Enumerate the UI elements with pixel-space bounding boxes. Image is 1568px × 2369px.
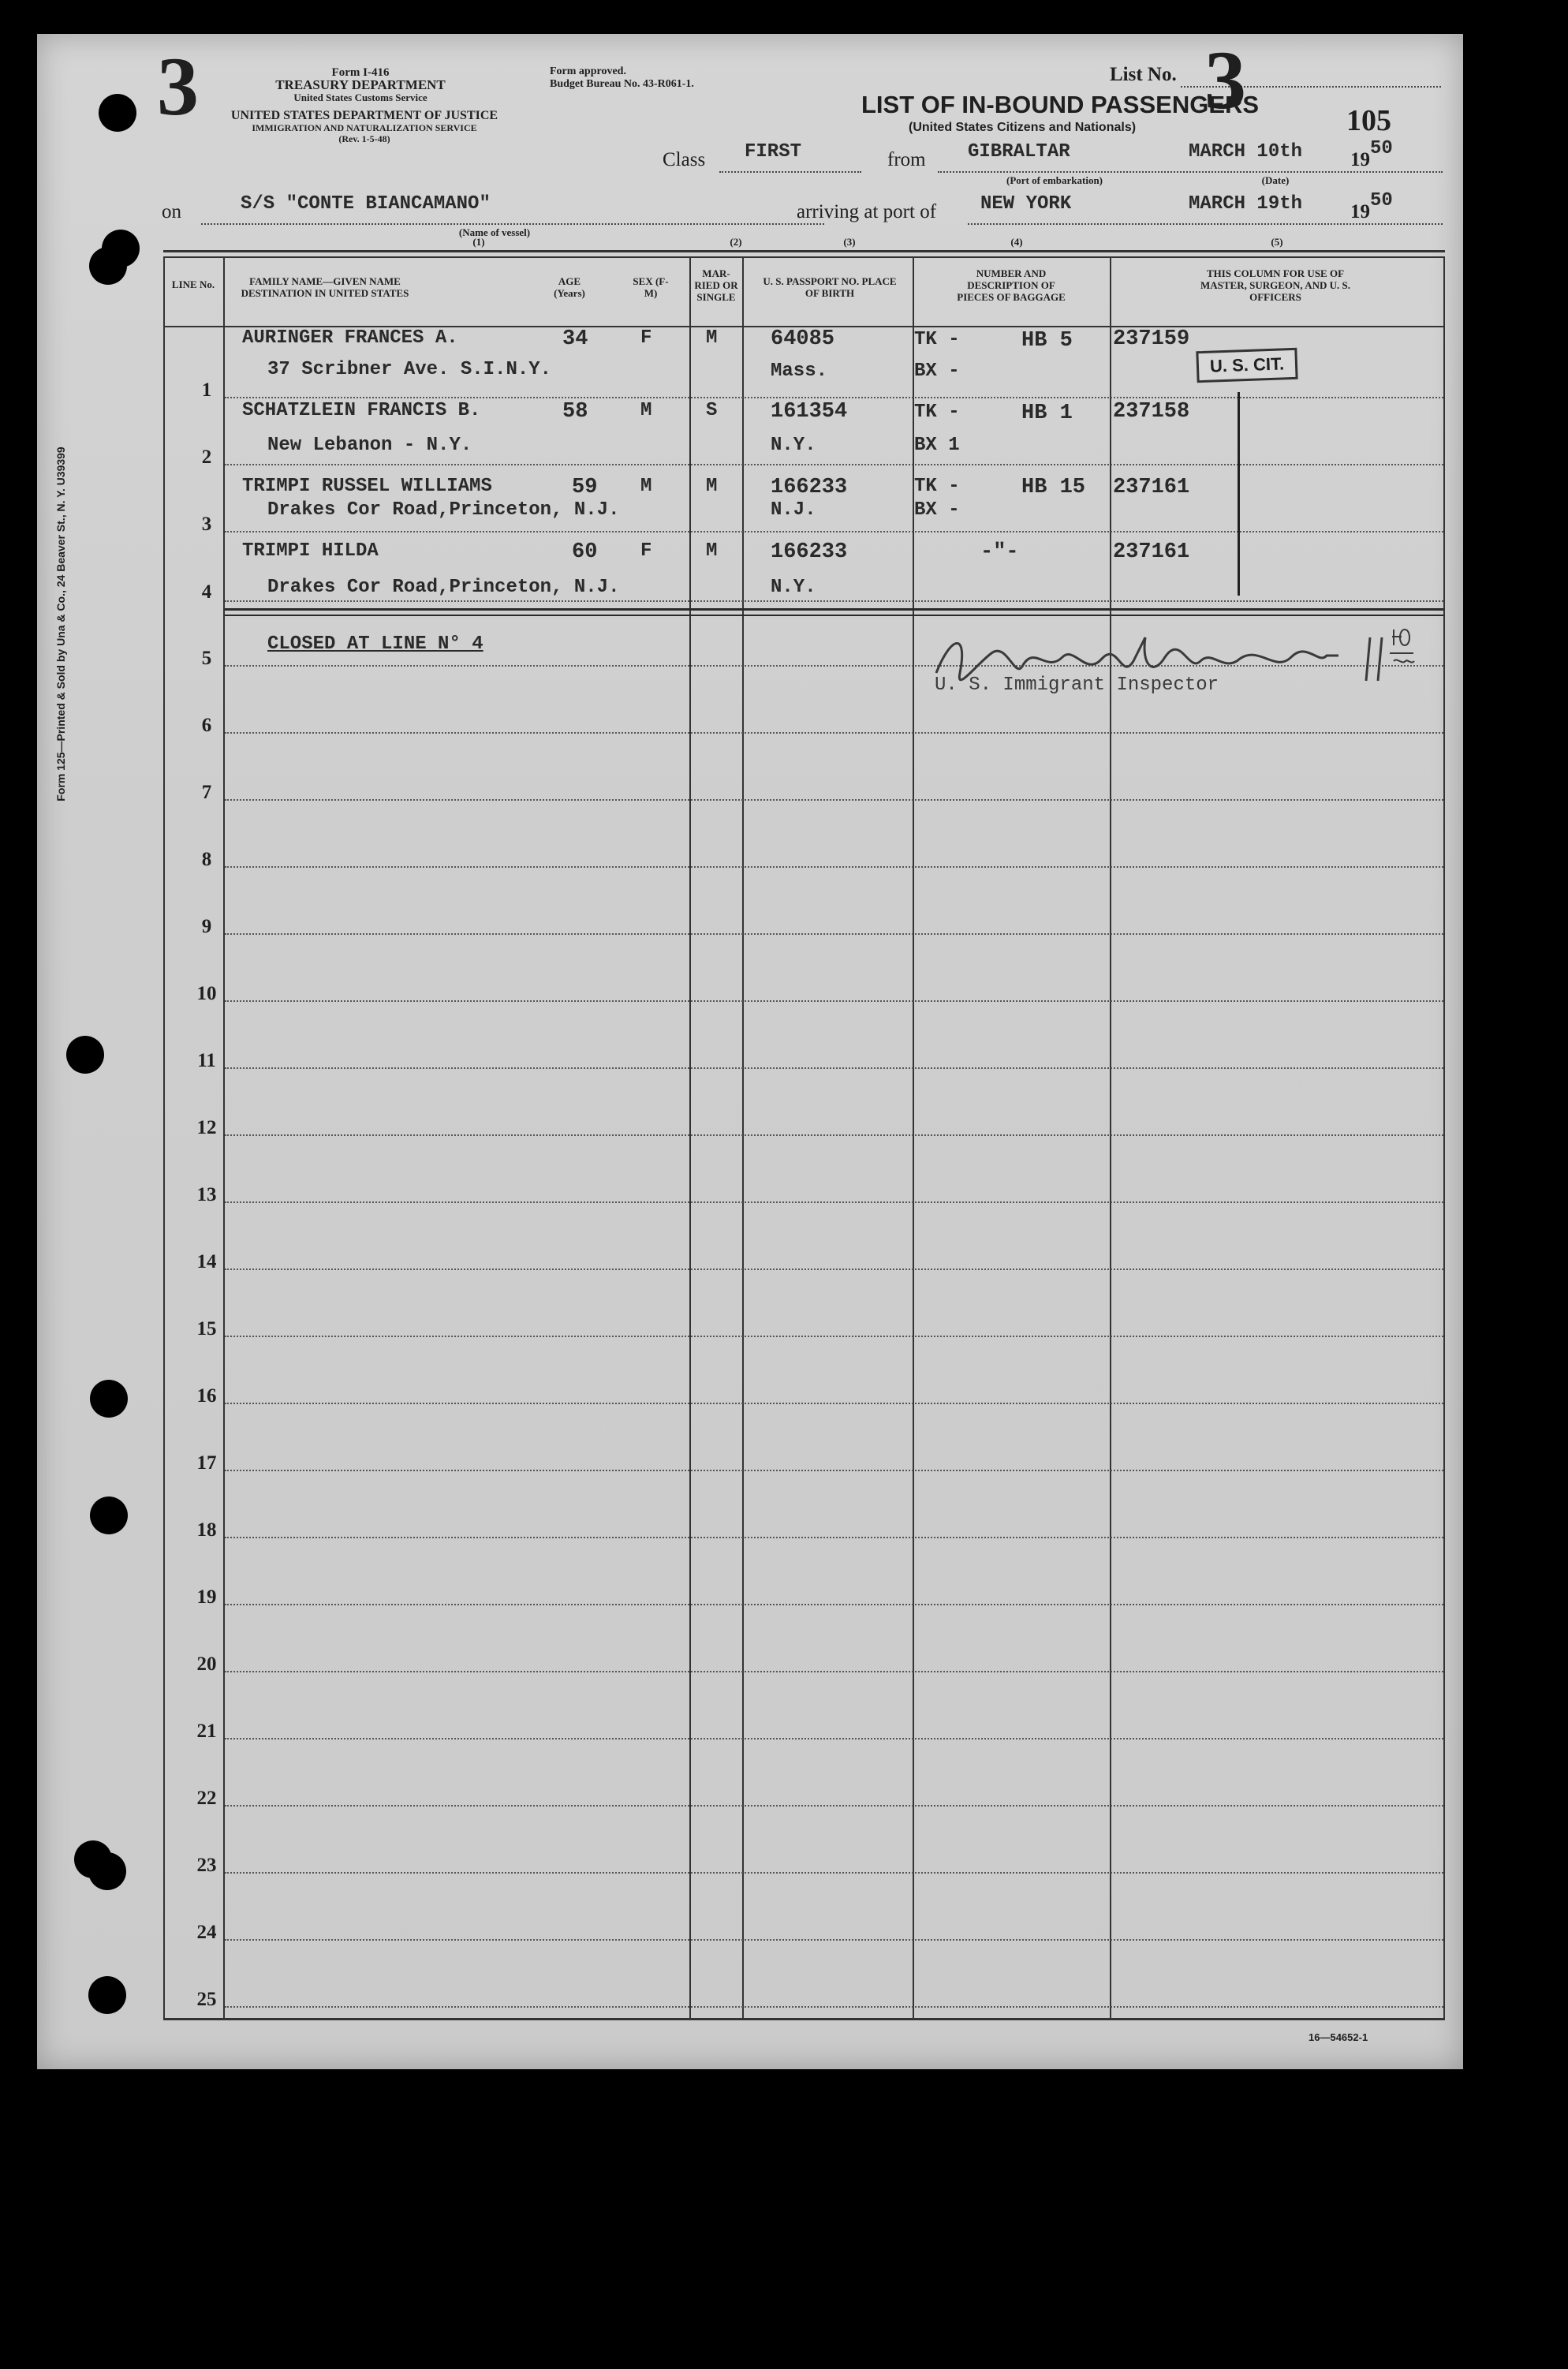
manifest-page bbox=[37, 34, 1463, 2069]
embarkation-caption: (Port of embarkation) bbox=[1006, 174, 1103, 186]
col-header-sex: SEX (F-M) bbox=[633, 275, 669, 299]
baggage-trunk: TK - bbox=[914, 329, 960, 350]
passenger-marital: M bbox=[706, 327, 718, 349]
form-number: Form I-416 bbox=[331, 66, 390, 79]
passenger-passport: 161354 bbox=[771, 400, 848, 424]
col-header-officers: THIS COLUMN FOR USE OF MASTER, SURGEON, AND U. S. OFFICERS bbox=[1200, 267, 1350, 303]
inspector-caption: U. S. Immigrant Inspector bbox=[935, 674, 1219, 696]
class-value: FIRST bbox=[745, 141, 802, 163]
punch-hole bbox=[66, 1036, 104, 1074]
vessel-name: S/S "CONTE BIANCAMANO" bbox=[241, 193, 491, 215]
passenger-sex: M bbox=[640, 476, 652, 497]
line-number: 2 bbox=[201, 447, 212, 468]
baggage-handbag: HB 5 bbox=[1021, 329, 1073, 353]
line-number: 5 bbox=[201, 648, 212, 669]
line-number: 16 bbox=[196, 1385, 217, 1407]
col-index-3: (3) bbox=[843, 236, 856, 248]
line-number: 14 bbox=[196, 1251, 217, 1272]
from-label: from bbox=[887, 149, 926, 170]
budget-bureau: Budget Bureau No. 43-R061-1. bbox=[550, 78, 694, 90]
col-header-age: AGE (Years) bbox=[554, 275, 585, 299]
passenger-passport: 166233 bbox=[771, 540, 848, 564]
date-caption: (Date) bbox=[1261, 174, 1290, 186]
citizen-stamp: U. S. CIT. bbox=[1196, 348, 1297, 383]
bracket-line bbox=[1238, 392, 1240, 596]
form-approved: Form approved. bbox=[550, 65, 626, 77]
arrival-date: MARCH 19th bbox=[1189, 193, 1303, 215]
passenger-age: 60 bbox=[572, 540, 598, 564]
passenger-age: 59 bbox=[572, 476, 598, 499]
officer-number: 237158 bbox=[1113, 400, 1190, 424]
passenger-sex: F bbox=[640, 327, 652, 349]
line-number: 22 bbox=[196, 1788, 217, 1809]
officer-number: 237161 bbox=[1113, 540, 1190, 564]
line-number: 6 bbox=[201, 715, 212, 736]
passenger-marital: M bbox=[706, 476, 718, 497]
page-subtitle: (United States Citizens and Nationals) bbox=[909, 121, 1137, 134]
passenger-sex: F bbox=[640, 540, 652, 562]
baggage-ditto: -"- bbox=[980, 540, 1019, 564]
line-number: 9 bbox=[201, 916, 212, 937]
line-number: 18 bbox=[196, 1519, 217, 1541]
passenger-destination: New Lebanon - N.Y. bbox=[267, 435, 472, 456]
on-label: on bbox=[162, 201, 181, 222]
passenger-marital: M bbox=[706, 540, 718, 562]
dept-justice: UNITED STATES DEPARTMENT OF JUSTICE bbox=[230, 109, 498, 122]
punch-hole bbox=[99, 94, 136, 132]
baggage-trunk: TK - bbox=[914, 476, 960, 497]
punch-hole bbox=[88, 1852, 126, 1890]
baggage-trunk: TK - bbox=[914, 402, 960, 423]
punch-hole bbox=[88, 1976, 126, 2014]
col-header-name: FAMILY NAME—GIVEN NAME DESTINATION IN UNITED STATES bbox=[241, 275, 409, 299]
passenger-age: 58 bbox=[562, 400, 588, 424]
line-number: 10 bbox=[196, 983, 217, 1004]
page-title: LIST OF IN-BOUND PASSENGERS bbox=[861, 91, 1260, 118]
departure-year-prefix: 19 bbox=[1350, 149, 1370, 170]
from-value: GIBRALTAR bbox=[968, 141, 1070, 163]
passenger-destination: 37 Scribner Ave. S.I.N.Y. bbox=[267, 359, 552, 380]
col-header-passport: U. S. PASSPORT NO. PLACE OF BIRTH bbox=[763, 275, 897, 299]
line-number: 20 bbox=[196, 1653, 217, 1675]
line-number: 17 bbox=[196, 1452, 217, 1474]
side-print: Form 125—Printed & Sold by Una & Co., 24 Beaver St., N. Y. U39399 bbox=[54, 447, 67, 801]
passenger-name: SCHATZLEIN FRANCIS B. bbox=[242, 400, 481, 421]
passenger-name: TRIMPI RUSSEL WILLIAMS bbox=[242, 476, 492, 497]
punch-hole bbox=[90, 1497, 128, 1534]
punch-hole bbox=[90, 1380, 128, 1418]
col-header-line-no: LINE No. bbox=[171, 278, 215, 290]
line-number: 24 bbox=[196, 1922, 217, 1943]
form-revision: (Rev. 1-5-48) bbox=[338, 133, 390, 144]
passenger-passport: 64085 bbox=[771, 327, 835, 351]
arrival-year-prefix: 19 bbox=[1350, 201, 1370, 222]
ins-service: IMMIGRATION AND NATURALIZATION SERVICE bbox=[252, 122, 477, 133]
arrival-port: NEW YORK bbox=[980, 193, 1072, 215]
baggage-box: BX - bbox=[914, 499, 960, 521]
customs-service: United States Customs Service bbox=[293, 92, 427, 103]
line-number: 23 bbox=[196, 1855, 217, 1876]
vessel-caption: (Name of vessel) bbox=[458, 226, 531, 238]
punch-hole bbox=[89, 247, 127, 285]
passenger-age: 34 bbox=[562, 327, 588, 351]
line-number: 1 bbox=[201, 379, 212, 401]
page-number: 105 bbox=[1346, 104, 1391, 137]
officer-number: 237159 bbox=[1113, 327, 1190, 351]
line-number: 15 bbox=[196, 1318, 217, 1340]
passenger-destination: Drakes Cor Road,Princeton, N.J. bbox=[267, 577, 620, 598]
departure-year-suffix: 50 bbox=[1370, 138, 1393, 159]
list-no-value: 3 bbox=[1204, 34, 1246, 126]
departure-date: MARCH 10th bbox=[1189, 141, 1303, 163]
line-number: 13 bbox=[196, 1184, 217, 1205]
baggage-handbag: HB 1 bbox=[1021, 402, 1073, 425]
line-number: 21 bbox=[196, 1721, 217, 1742]
passenger-sex: M bbox=[640, 400, 652, 421]
line-number: 11 bbox=[197, 1050, 216, 1071]
line-number: 12 bbox=[196, 1117, 217, 1138]
baggage-box: BX 1 bbox=[914, 435, 960, 456]
footer-code: 16—54652-1 bbox=[1309, 2031, 1368, 2043]
arrival-year-suffix: 50 bbox=[1370, 190, 1393, 211]
line-number: 19 bbox=[196, 1586, 217, 1608]
col-header-baggage: NUMBER AND DESCRIPTION OF PIECES OF BAGGAGE bbox=[957, 267, 1066, 303]
passenger-destination: Drakes Cor Road,Princeton, N.J. bbox=[267, 499, 620, 521]
passenger-birthplace: N.J. bbox=[771, 499, 816, 521]
passenger-name: AURINGER FRANCES A. bbox=[242, 327, 458, 349]
line-number: 3 bbox=[201, 514, 212, 535]
baggage-handbag: HB 15 bbox=[1021, 476, 1086, 499]
col-index-2: (2) bbox=[730, 236, 742, 248]
class-label: Class bbox=[663, 149, 706, 170]
officer-number: 237161 bbox=[1113, 476, 1190, 499]
passenger-name: TRIMPI HILDA bbox=[242, 540, 379, 562]
col-index-1: (1) bbox=[472, 236, 485, 248]
passenger-marital: S bbox=[706, 400, 718, 421]
arriving-label: arriving at port of bbox=[797, 201, 937, 222]
col-index-5: (5) bbox=[1271, 236, 1283, 248]
line-number: 25 bbox=[196, 1989, 217, 2010]
closed-note: CLOSED AT LINE N° 4 bbox=[267, 633, 483, 655]
list-no-label: List No. bbox=[1110, 64, 1177, 85]
line-number: 7 bbox=[201, 782, 212, 803]
dept-treasury: TREASURY DEPARTMENT bbox=[275, 77, 446, 92]
col-index-4: (4) bbox=[1010, 236, 1023, 248]
passenger-birthplace: N.Y. bbox=[771, 577, 816, 598]
col-header-married: MAR- RIED OR SINGLE bbox=[694, 267, 738, 303]
passenger-passport: 166233 bbox=[771, 476, 848, 499]
passenger-birthplace: Mass. bbox=[771, 361, 828, 382]
line-number: 4 bbox=[201, 581, 212, 603]
baggage-box: BX - bbox=[914, 361, 960, 382]
list-marker-left: 3 bbox=[157, 40, 199, 133]
passenger-birthplace: N.Y. bbox=[771, 435, 816, 456]
line-number: 8 bbox=[201, 849, 212, 870]
